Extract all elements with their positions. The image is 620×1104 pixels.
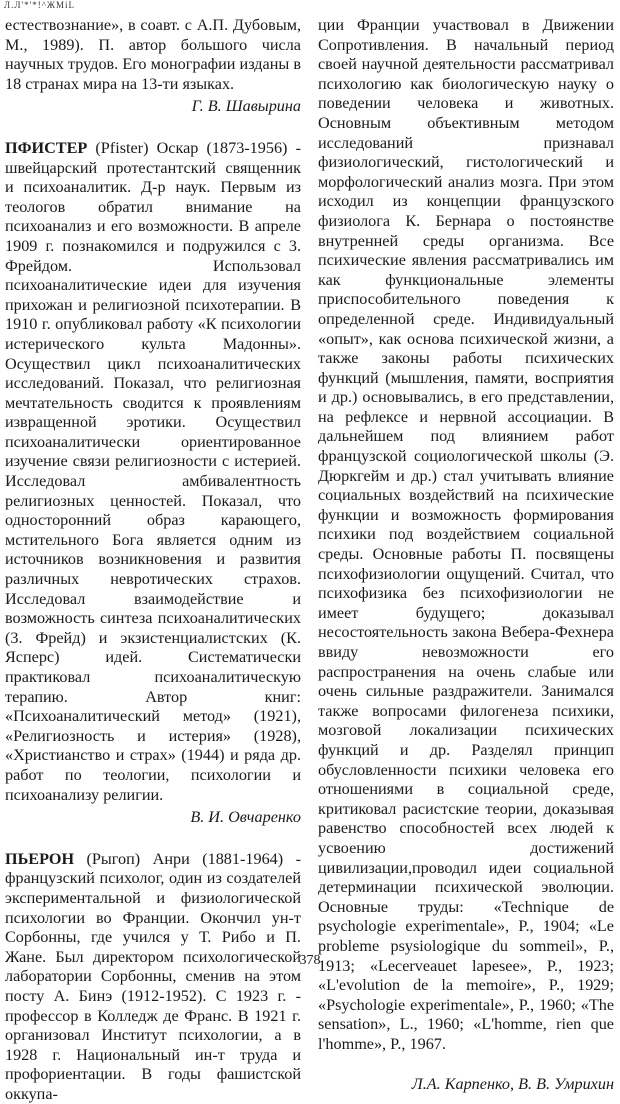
entry-pfister — [5, 139, 301, 805]
entry-pieron — [5, 850, 301, 1104]
running-header-mark: Л.Л'*'*!^ЖMiL — [4, 0, 75, 10]
author-signature: Г. В. Шавырина — [191, 97, 301, 116]
page-number: 378 — [299, 953, 321, 968]
continuation-text: естествознание», в соавт. с А.П. Дубовым, М., 1989). П. автор большого числа научных трудов. Его монографии изданы в 18 странах мира на 13-ти языках. — [5, 16, 301, 93]
entry-headword: ПФИСТЕР — [5, 138, 88, 157]
left-column — [5, 16, 301, 1104]
author-signature: В. И. Овчаренко — [190, 808, 301, 827]
entry-body: (Pfister) Оскар (1873-1956) - швейцарский протестантский священник и психоаналитик. Д-р наук. Первым из теологов обратил внимание на психоанализ и его возможности. В апреле 1909 г. познакомился и подружился с 3. Фрейдом. Использовал психоаналитические идеи для изучения прихожан и религиозной психотерапии. В 1910 г. опубликовал работу «К психологии истерического культа Мадонны». Осуществил цикл психоаналитических исследований. Показал, что религиозная мечтательность сводится к проявлениям извращенной эротики. Осуществил психоаналитически ориентированное изучение связи религиозности с истерией. Исследовал амбивалентность религиозных ценностей. Показал, что односторонний образ карающего, мстительного Бога является одним из источников возникновения и развития различных невротических страхов. Исследовал взаимодействие и возможность синтеза психоаналитических (3. Фрейд) и экзистенциалистских (К. Ясперс) идей. Систематически практиковал психоаналитическую терапию. Автор книг: «Психоаналитический метод» (1921), «Религиозность и истерия» (1928), «Христианство и страх» (1944) и ряда др. работ по теологии, психологии и психоанализу религии. — [5, 138, 301, 804]
entry-headword: ПЬЕРОН — [5, 849, 75, 868]
continuation-text: ции Франции участвовал в Движении Сопротивления. В начальный период своей научной деятельности рассматривал психологию как биологическую науку о поведении человека и животных. Основным объективным методом исследований признавал физиологический, гистологический и морфологический анализ мозга. При этом исходил из концепции французского физиолога К. Бернара о постоянстве внутренней среды организма. Все психические явления рассматривались им как функциональные элементы приспособительного поведения к определенной среде. Индивидуальный «опыт», как основа психической жизни, а также законы работы психических функций (мышления, памяти, восприятия и др.) основывались, в его представлении, на рефлексе и нервной ассоциации. В дальнейшем под влиянием работ французской социологической школы (Э. Дюркгейм и др.) стал учитывать влияние социальных воздействий на психические функции и возможность формирования психики под воздействием социальной среды. Основные работы П. посвящены психофизиологии ощущений. Считал, что психофизика без психофизиологии не имеет будущего; доказывал несостоятельность закона Вебера-Фехнера ввиду невозможности его распространения на очень слабые или очень сильные раздражители. Занимался также вопросами филогенеза психики, мозговой локализации психических функций и др. Разделял принцип обусловленности психики человека его отношениями в социальной среде, критиковал расистские теории, доказывая равенство способностей всех людей к усвоению достижений цивилизации,проводил идеи социальной детерминации психической эволюции. Основные труды: «Technique de psychologie experimentale», P., 1904; «Le probleme psysiologique du sommeil», P., 1913; «Lecerveauet lapesee», P., 1923; «L'evolution de la memoire», P., 1929; «Psychologie experimentale», P., 1960; «The sensation», L., 1960; «L'homme, rien que l'homme», P., 1967. — [318, 16, 614, 1053]
author-signature: Л.А. Карпенко, В. В. Умрихин — [411, 1075, 614, 1094]
right-column — [318, 16, 614, 1095]
entry-body: (Рыгоп) Анри (1881-1964) - французский психолог, один из создателей экспериментальной и физиологической психологии во Франции. Окончил ун-т Сорбонны, где учился у Т. Рибо и П. Жане. Был директором психологической лаборатории Сорбонны, сменив на этом посту А. Бинэ (1912-1952). С 1923 г. - профессор в Колледж де Франс. В 1921 г. организовал Институт психологии, а в 1928 г. Национальный ин-т труда и профориентации. В годы фашистской оккупа- — [5, 849, 301, 1103]
